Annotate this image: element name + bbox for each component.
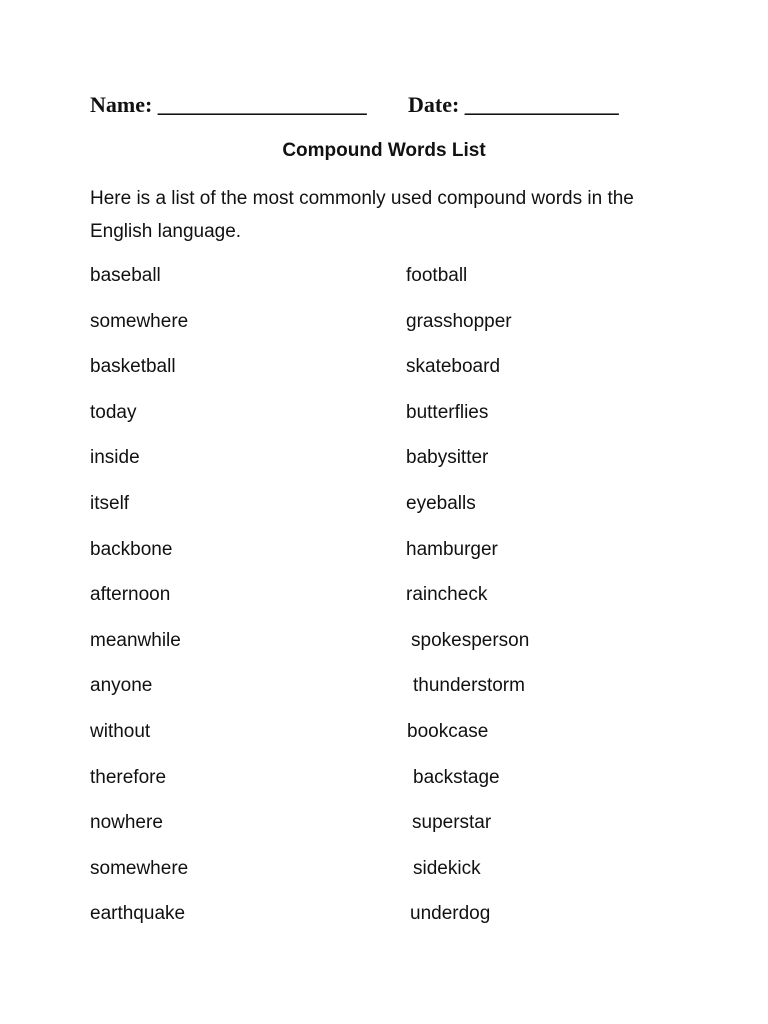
word-left: without: [90, 721, 151, 742]
word-left: earthquake: [90, 903, 186, 924]
word-right: skateboard: [406, 356, 501, 377]
word-left: anyone: [90, 675, 153, 696]
word-left: therefore: [90, 767, 167, 788]
date-field: Date: ______________: [408, 92, 619, 117]
word-left: backbone: [90, 539, 173, 560]
intro-text: Here is a list of the most commonly used compound words in the English language.: [90, 188, 634, 242]
word-left: somewhere: [90, 311, 189, 332]
word-left: nowhere: [90, 812, 163, 833]
word-right: thunderstorm: [413, 675, 525, 696]
word-left: today: [90, 402, 137, 423]
word-left: inside: [90, 447, 140, 468]
word-right: grasshopper: [406, 311, 512, 332]
word-right: butterflies: [406, 402, 489, 423]
word-right: superstar: [412, 812, 492, 833]
word-left: baseball: [90, 265, 161, 286]
word-left: basketball: [90, 356, 176, 377]
word-left: itself: [90, 493, 130, 514]
word-left: meanwhile: [90, 630, 181, 651]
word-right: babysitter: [406, 447, 489, 468]
word-left: afternoon: [90, 584, 171, 605]
word-right: backstage: [413, 767, 500, 788]
word-right: raincheck: [406, 584, 488, 605]
name-field: Name: ___________________: [90, 92, 367, 117]
word-right: spokesperson: [411, 630, 530, 651]
word-right: underdog: [410, 903, 491, 924]
word-right: football: [406, 265, 468, 286]
word-right: sidekick: [413, 858, 481, 879]
word-right: eyeballs: [406, 493, 476, 514]
word-right: hamburger: [406, 539, 498, 560]
word-right: bookcase: [407, 721, 489, 742]
page-title: Compound Words List: [282, 140, 486, 161]
word-left: somewhere: [90, 858, 189, 879]
